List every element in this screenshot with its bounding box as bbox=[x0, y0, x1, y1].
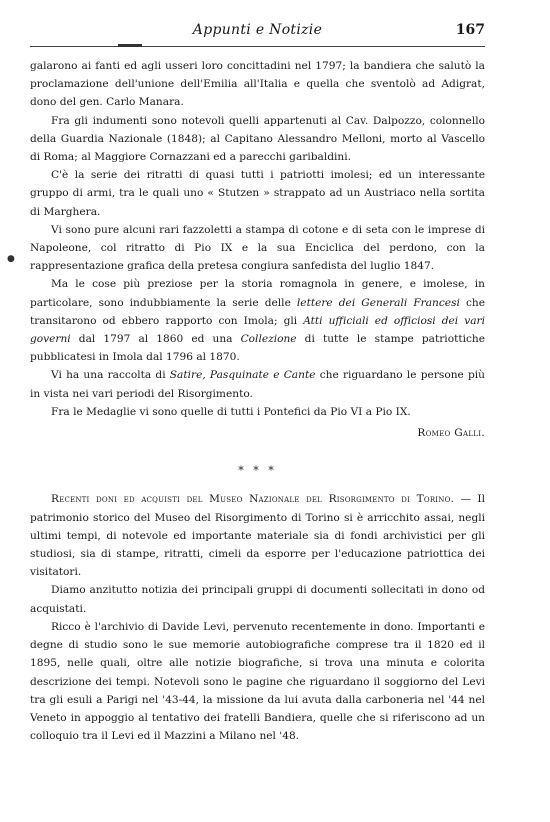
p5-text-c: che transitarono od ebbero rapporto con Imola; gli bbox=[30, 296, 485, 327]
paragraph-8 bbox=[30, 490, 485, 581]
paragraph-2: Fra gli indumenti sono notevoli quelli appartenuti al Cav. Dalpozzo, colonnello della Guardia Nazionale (1848); al Capitano Alessandro Melloni, morto al Vascello di Roma; al Maggiore Cornazzani ed a parecchi garibaldini. bbox=[30, 114, 485, 164]
page-number: 167 bbox=[455, 22, 485, 38]
section-heading: Recenti doni ed acquisti del Museo Nazionale del Risorgimento di Torino. bbox=[51, 493, 455, 506]
paragraph-7: Fra le Medaglie vi sono quelle di tutti i Pontefici da Pio VI a Pio IX. bbox=[51, 405, 411, 418]
body-text bbox=[30, 57, 485, 745]
p5-text-e: dal 1797 al 1860 ed una bbox=[70, 333, 241, 346]
p6-text-c: che riguardano le persone più in vista nei vari periodi del Risorgimento. bbox=[30, 369, 486, 400]
running-title: Appunti e Notizie bbox=[192, 22, 323, 38]
page-header bbox=[30, 22, 485, 42]
p8-text: — Il patrimonio storico del Museo del Risorgimento di Torino si è arricchito assai, negli ultimi tempi, di notevole ed importante materiale sia di fondi archivistici per gli studiosi, sia di stampe, ritratti, cimeli da esporre per l'educazione patriottica dei visitatori. bbox=[30, 493, 485, 579]
p5-text-g: di tutte le stampe patriottiche pubblicatesi in Imola dal 1796 al 1870. bbox=[30, 333, 486, 364]
paragraph-5 bbox=[30, 275, 485, 366]
header-rule bbox=[30, 46, 485, 47]
margin-mark: ● bbox=[7, 254, 15, 264]
p5-italic-letters: lettere dei Generali Francesi bbox=[296, 296, 460, 309]
paragraph-9: Diamo anzitutto notizia dei principali gruppi di documenti sollecitati in dono od acquistati. bbox=[30, 584, 485, 615]
paragraph-10: Ricco è l'archivio di Davide Levi, pervenuto recentemente in dono. Importanti e degne di studio sono le sue memorie autobiografiche comprese tra il 1820 ed il 1895, nelle quali, oltre alle notizie biografiche, si trova una minuta e colorita descrizione dei tempi. Notevoli sono le pagine che riguardano il soggiorno del Levi tra gli esuli a Parigi nel '43-44, la missione da lui avuta dalla carboneria nel '44 nel Veneto in appoggio al tentativo dei fratelli Bandiera, quelle che si riferiscono ad un colloquio tra il Levi ed il Mazzini a Milano nel '48. bbox=[30, 620, 485, 743]
paragraph-4: Vi sono pure alcuni rari fazzoletti a stampa di cotone e di seta con le imprese di Napoleone, col ritratto di Pio IX e la sua Enciclica del perdono, con la rappresentazione grafica della pretesa congiura sanfedista del luglio 1847. bbox=[30, 223, 485, 273]
header-rule-ornament bbox=[118, 44, 142, 47]
p5-text-a: Ma le cose più preziose per la storia romagnola in genere, e imolese, in particolare, sono indubbiamente la serie delle bbox=[30, 278, 485, 309]
paragraph-6 bbox=[30, 366, 485, 402]
p5-italic-collezione: Collezione bbox=[240, 333, 297, 346]
section-separator: * * * bbox=[238, 464, 277, 478]
p6-italic-satire: Satire, Pasquinate e Cante bbox=[169, 369, 316, 382]
p6-text-a: Vi ha una raccolta di bbox=[51, 369, 170, 382]
paragraph-3: C'è la serie dei ritratti di quasi tutti i patriotti imolesi; ed un interessante gruppo di armi, tra le quali uno « Stutzen » strappato ad un Austriaco nella sortita di Marghera. bbox=[30, 169, 485, 218]
p5-italic-atti: Atti ufficiali ed officiosi dei vari governi bbox=[30, 314, 485, 346]
paragraph-1: galarono ai fanti ed agli usseri loro concittadini nel 1797; la bandiera che salutò la proclamazione dell'unione dell'Emilia all'Italia e quella che sventolò ad Adigrat, dono del gen. Carlo Manara. bbox=[30, 60, 485, 109]
author-signature: Romeo Galli. bbox=[417, 427, 485, 440]
